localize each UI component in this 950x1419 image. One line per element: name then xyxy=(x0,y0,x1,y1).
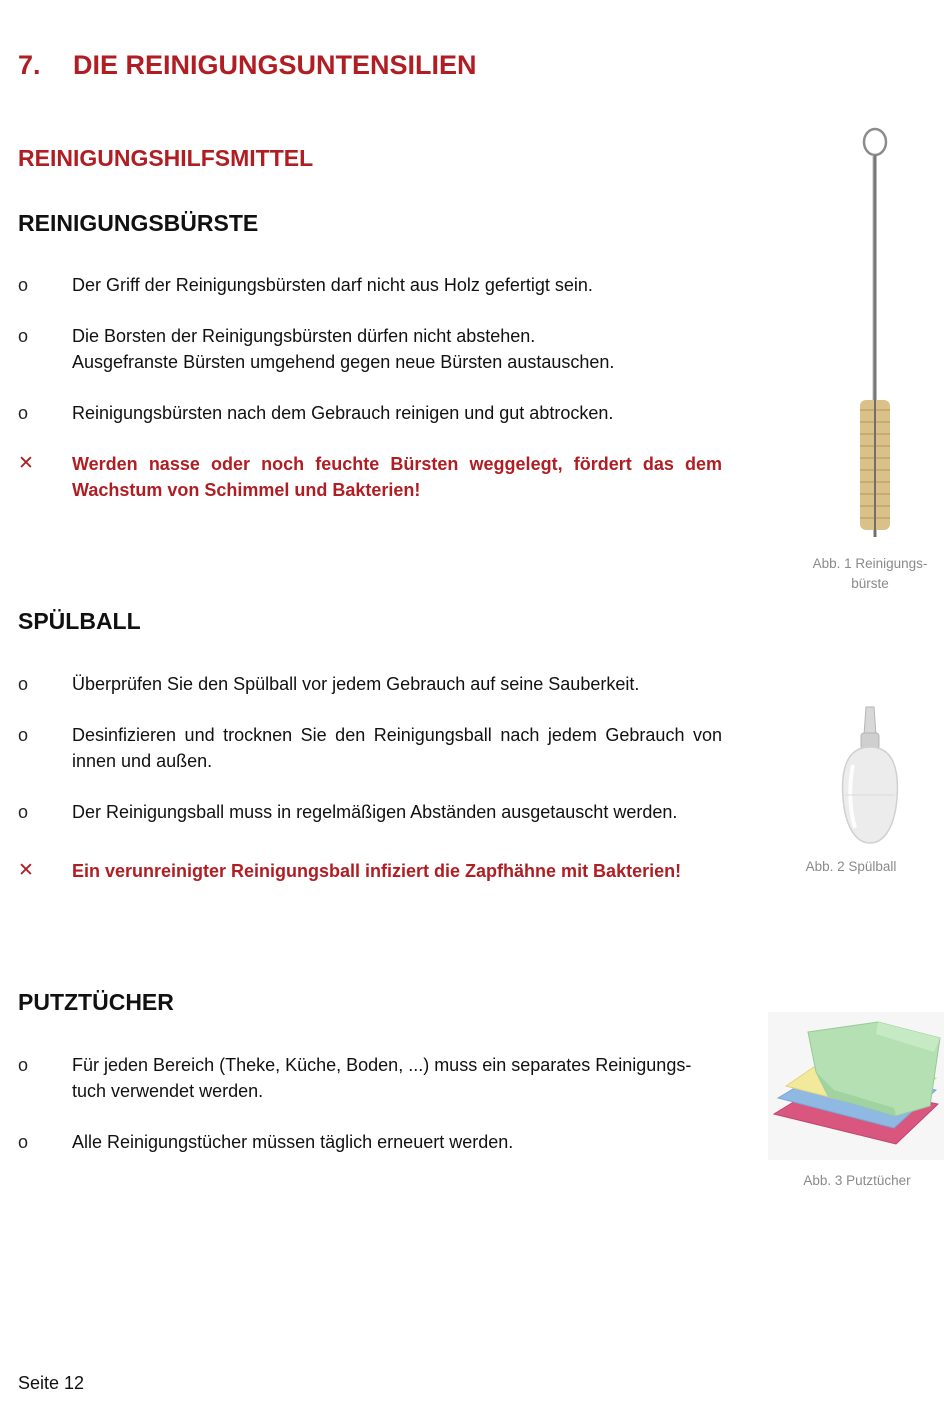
cloths-item-1-line-2: tuch verwendet werden. xyxy=(72,1081,264,1101)
brush-item-1-line-1: Der Griff der Reinigungsbürsten darf nicht aus Holz gefertigt sein. xyxy=(72,275,593,295)
brush-warning xyxy=(18,451,722,503)
rinse-ball-image xyxy=(835,703,905,848)
bullet-marker: o xyxy=(18,275,29,295)
brush-item-2-line-1: Die Borsten der Reinigungsbürsten dürfen nicht abstehen. xyxy=(72,326,536,346)
ball-item-3-text: Der Reinigungsball muss in regelmäßigen Abständen ausgetauscht werden. xyxy=(72,802,678,822)
ball-warning-text: Ein verunreinigter Reinigungsball infiziert die Zapfhähne mit Bakterien! xyxy=(72,861,682,881)
chapter-number: 7. xyxy=(18,50,41,80)
ball-item-2 xyxy=(18,722,722,774)
bullet-marker: o xyxy=(18,403,29,423)
brush-heading: REINIGUNGSBÜRSTE xyxy=(18,210,259,236)
ball-item-2-text: Desinfizieren und trocknen Sie den Reinigungsball nach jedem Gebrauch von innen und außen. xyxy=(72,725,722,771)
bullet-marker: o xyxy=(18,802,29,822)
brush-item-1 xyxy=(18,272,722,298)
chapter-title: DIE REINIGUNGSUNTENSILIEN xyxy=(73,50,477,80)
ball-item-1-text: Überprüfen Sie den Spülball vor jedem Gebrauch auf seine Sauberkeit. xyxy=(72,674,640,694)
brush-image xyxy=(840,125,910,545)
bullet-marker: o xyxy=(18,326,29,346)
cloths-item-2-line-1: Alle Reinigungstücher müssen täglich erneuert werden. xyxy=(72,1132,514,1152)
brush-item-2 xyxy=(18,323,722,375)
brush-caption-line-1: Abb. 1 Reinigungs- xyxy=(812,556,928,571)
brush-item-2-line-2: Ausgefranste Bürsten umgehend gegen neue Bürsten austauschen. xyxy=(72,352,615,372)
bullet-marker: o xyxy=(18,674,29,694)
cloths-item-2 xyxy=(18,1129,722,1155)
ball-caption: Abb. 2 Spülball xyxy=(805,859,897,874)
warning-cross-icon: ✕ xyxy=(18,453,34,474)
cleaning-cloths-image xyxy=(768,1012,944,1160)
warning-cross-icon: ✕ xyxy=(18,860,34,881)
cloths-item-1 xyxy=(18,1052,722,1104)
brush-item-3 xyxy=(18,400,722,426)
cloths-heading: PUTZTÜCHER xyxy=(18,989,174,1015)
cloths-caption: Abb. 3 Putztücher xyxy=(803,1173,911,1188)
bullet-marker: o xyxy=(18,1055,29,1075)
brush-item-3-line-1: Reinigungsbürsten nach dem Gebrauch reinigen und gut abtrocken. xyxy=(72,403,614,423)
bullet-marker: o xyxy=(18,725,29,745)
ball-item-1 xyxy=(18,671,722,697)
cloths-item-1-line-1: Für jeden Bereich (Theke, Küche, Boden, ...) muss ein separates Reinigungs- xyxy=(72,1055,692,1075)
brush-caption-line-2: bürste xyxy=(851,576,889,591)
ball-item-3 xyxy=(18,799,722,825)
brush-caption xyxy=(800,554,940,594)
ball-warning xyxy=(18,858,722,884)
chapter-heading xyxy=(18,50,477,81)
ball-heading: SPÜLBALL xyxy=(18,608,141,634)
page-number: Seite 12 xyxy=(18,1373,85,1393)
bullet-marker: o xyxy=(18,1132,29,1152)
brush-warning-text: Werden nasse oder noch feuchte Bürsten weggelegt, fördert das dem Wachstum von Schimmel und Bakterien! xyxy=(72,454,722,500)
section-title: REINIGUNGSHILFSMITTEL xyxy=(18,145,314,171)
